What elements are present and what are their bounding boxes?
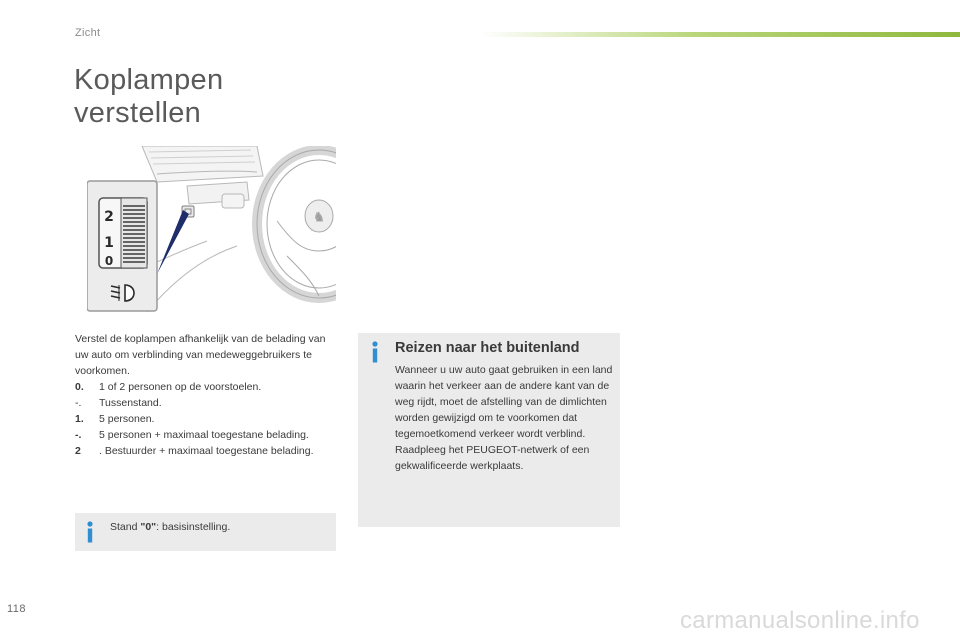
dial-label-0: 0	[104, 254, 114, 268]
page-title-line-1: Koplampen	[74, 64, 224, 96]
info-icon	[85, 521, 95, 543]
callout-pointer	[157, 210, 189, 274]
list-item	[75, 443, 335, 459]
svg-text:♞: ♞	[313, 210, 325, 224]
intro-text: Verstel de koplampen afhankelijk van de belading van uw auto om verblinding van medeweggebruikers te voorkomen.	[75, 333, 326, 377]
note-text	[110, 521, 230, 533]
list-item-text: Tussenstand.	[99, 397, 162, 409]
list-item-key: 1.	[75, 413, 84, 425]
section-label: Zicht	[75, 27, 101, 39]
abroad-paragraph-2: Raadpleeg het PEUGEOT-netwerk of een gekwalificeerde werkplaats.	[395, 444, 590, 472]
page-title	[74, 64, 223, 130]
headlamp-dial	[87, 181, 157, 311]
list-item-key: 0.	[75, 381, 84, 393]
watermark: carmanualsonline.info	[680, 607, 920, 634]
list-item-text: 5 personen.	[99, 413, 155, 425]
list-item-text: 5 personen + maximaal toegestane belading.	[99, 429, 309, 441]
abroad-info-box	[358, 333, 620, 527]
list-item	[75, 411, 335, 427]
load-positions-list	[75, 379, 335, 459]
note-value: "0"	[140, 521, 157, 533]
dial-label-2: 2	[104, 209, 114, 225]
headlamp-adjust-illustration	[87, 146, 336, 312]
list-item	[75, 379, 335, 395]
list-item	[75, 427, 335, 443]
list-item-key: -.	[75, 429, 82, 441]
note-box	[75, 513, 336, 551]
abroad-title: Reizen naar het buitenland	[395, 340, 580, 356]
list-item-key: 2	[75, 445, 81, 457]
dial-label-1: 1	[104, 235, 114, 251]
abroad-text	[395, 362, 613, 474]
header-accent-bar	[480, 32, 960, 37]
page-number: 118	[7, 603, 27, 615]
note-prefix: Stand	[110, 521, 141, 533]
info-icon	[370, 341, 380, 363]
list-item-text: . Bestuurder + maximaal toegestane belading.	[99, 445, 314, 457]
list-item-key: -.	[75, 397, 82, 409]
intro-section	[75, 331, 335, 459]
steering-wheel-drawing	[257, 150, 336, 298]
list-item	[75, 395, 335, 411]
abroad-paragraph-1: Wanneer u uw auto gaat gebruiken in een land waarin het verkeer aan de andere kant van de weg rijdt, moet de afstelling van de dimlichten worden gewijzigd om te voorkomen dat tegemoetkomend verkeer wordt verblind.	[395, 364, 613, 440]
list-item-text: 1 of 2 personen op de voorstoelen.	[99, 381, 262, 393]
page-title-line-2: verstellen	[74, 97, 202, 129]
note-suffix: : basisinstelling.	[156, 521, 231, 533]
